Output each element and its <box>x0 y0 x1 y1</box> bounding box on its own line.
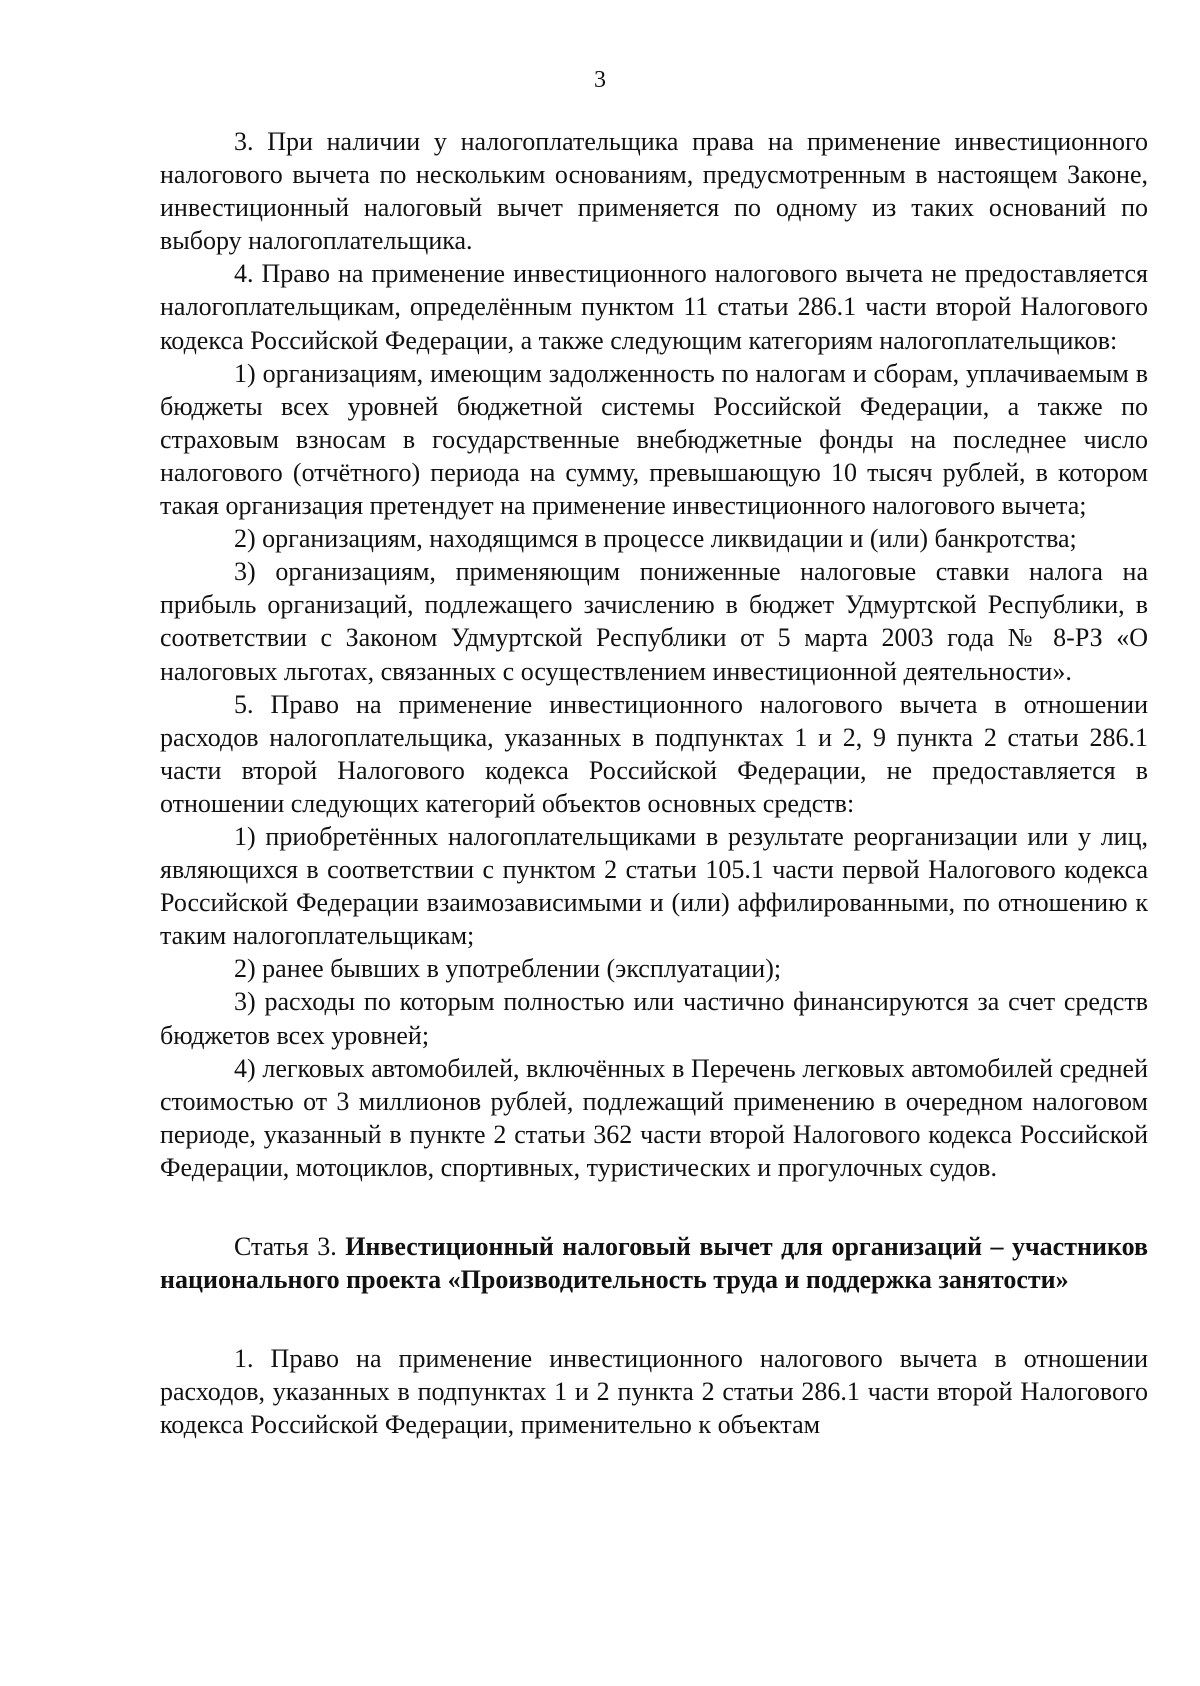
list-item: 3) организациям, применяющим пониженные налоговые ставки налога на прибыль организаций, подлежащего зачислению в бюджет Удмуртской Республики, в соответствии с Законом Удмуртской Республики от 5 марта 2003 года № 8-РЗ «О налоговых льготах, связанных с осуществлением инвестиционной деятельности». <box>160 557 1148 686</box>
paragraph-5: 5. Право на применение инвестиционного налогового вычета в отношении расходов налогоплательщика, указанных в подпунктах 1 и 2, 9 пункта 2 статьи 286.1 части второй Налогового кодекса Российской Федерации, не предоставляется в отношении следующих категорий объектов основных средств: <box>160 689 1148 818</box>
article-title: Инвестиционный налоговый вычет для организаций – участников национального проекта «Производительность труда и поддержка занятости» <box>160 1232 1148 1295</box>
paragraph-4-list <box>160 357 1148 688</box>
article-number: Статья 3. <box>234 1232 337 1261</box>
list-item: 2) организациям, находящимся в процессе ликвидации и (или) банкротства; <box>234 524 1077 554</box>
article-3-paragraph-1: 1. Право на применение инвестиционного налогового вычета в отношении расходов, указанных в подпунктах 1 и 2 пункта 2 статьи 286.1 части второй Налогового кодекса Российской Федерации, применительно к объектам <box>160 1344 1148 1440</box>
list-item: 3) расходы по которым полностью или частично финансируются за счет средств бюджетов всех уровней; <box>160 987 1148 1050</box>
paragraph-4: 4. Право на применение инвестиционного налогового вычета не предоставляется налогоплательщикам, определённым пунктом 11 статьи 286.1 части второй Налогового кодекса Российской Федерации, а также следующим категориям налогоплательщиков: <box>160 259 1148 355</box>
paragraph-3: 3. При наличии у налогоплательщика права на применение инвестиционного налогового вычета по нескольким основаниям, предусмотренным в настоящем Законе, инвестиционный налоговый вычет применяется по одному из таких оснований по выбору налогоплательщика. <box>160 127 1148 256</box>
list-item: 4) легковых автомобилей, включённых в Перечень легковых автомобилей средней стоимостью от 3 миллионов рублей, подлежащий применению в очередном налоговом периоде, указанный в пункте 2 статьи 362 части второй Налогового кодекса Российской Федерации, мотоциклов, спортивных, туристических и прогулочных судов. <box>160 1053 1148 1182</box>
document-body <box>160 125 1148 1441</box>
page-number: 3 <box>594 67 606 93</box>
list-item: 2) ранее бывших в употреблении (эксплуатации); <box>234 954 782 984</box>
paragraph-5-list <box>160 820 1148 1184</box>
article-heading <box>160 1230 1148 1296</box>
list-item: 1) организациям, имеющим задолженность по налогам и сборам, уплачиваемым в бюджеты всех уровней бюджетной системы Российской Федерации, а также по страховым взносам в государственные внебюджетные фонды на последнее число налогового (отчётного) периода на сумму, превышающую 10 тысяч рублей, в котором такая организация претендует на применение инвестиционного налогового вычета; <box>160 358 1148 521</box>
list-item: 1) приобретённых налогоплательщиками в результате реорганизации или у лиц, являющихся в соответствии с пунктом 2 статьи 105.1 части первой Налогового кодекса Российской Федерации взаимозависимыми и (или) аффилированными, по отношению к таким налогоплательщикам; <box>160 821 1148 951</box>
